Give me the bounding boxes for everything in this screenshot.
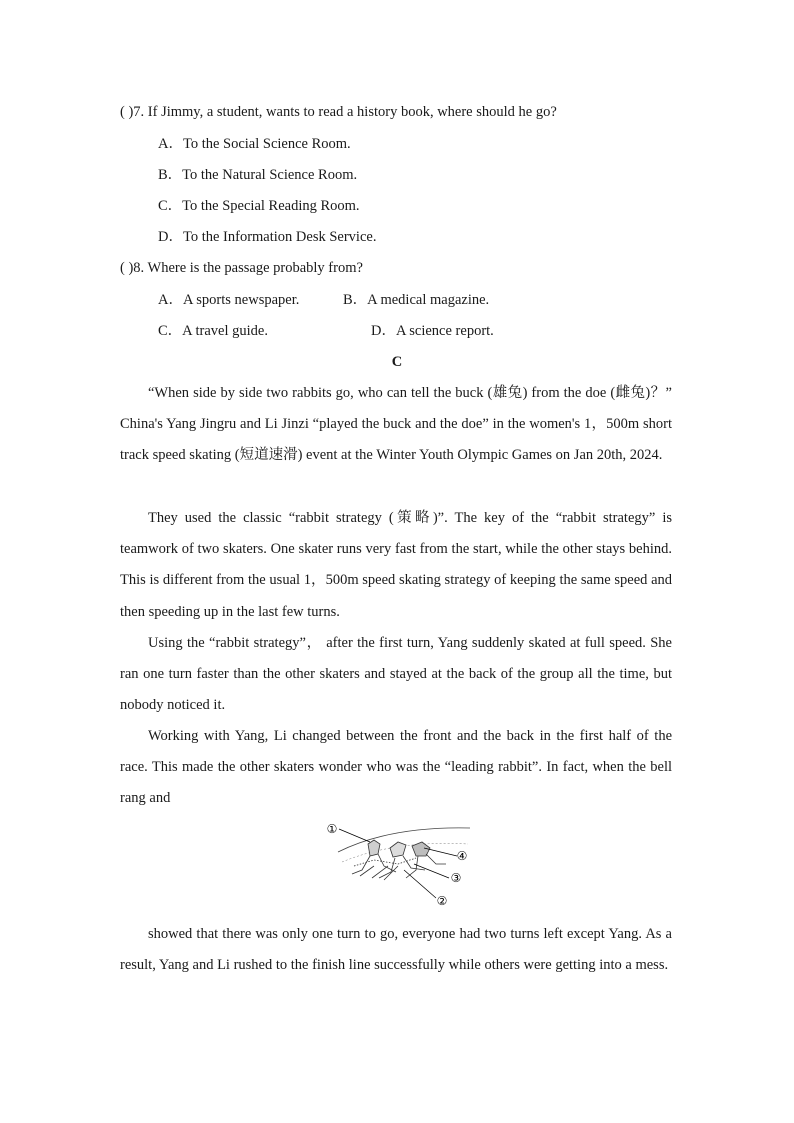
question-8-option-c[interactable]: C．A travel guide. [158,323,268,339]
passage-paragraph-5 [120,919,672,981]
question-7-option-c[interactable]: C．To the Special Reading Room. [158,198,360,214]
callout-label-4: ④ [456,849,468,863]
passage-paragraph-4 [120,721,672,815]
callout-label-3: ③ [450,871,462,885]
passage-paragraph-1 [120,378,672,472]
question-7-option-d[interactable]: D．To the Information Desk Service. [158,229,377,245]
callout-label-2: ② [436,894,448,908]
callout-label-1: ① [326,822,338,836]
question-7-option-b[interactable]: B．To the Natural Science Room. [158,167,358,183]
callout-line-4 [424,848,457,856]
section-heading: C [391,354,403,370]
passage-paragraph-3 [120,628,672,722]
question-8-option-a[interactable]: A．A sports newspaper. [158,292,300,308]
paragraph-text: showed that there was only one turn to go, everyone had two turns left except Yang. As a result, Yang and Li rushed to the finish line successfully while others were getting into a mess. [120,926,672,974]
paragraph-text: “When side by side two rabbits go, who can tell the buck (雄兔) from the doe (雌兔)？” China's Yang Jingru and Li Jinzi “played the buck and the doe” in the women's 1，500m short track speed skating (短道速滑) event at the Winter Youth Olympic Games on Jan 20th, 2024. [120,385,672,464]
paragraph-text: Using the “rabbit strategy”， after the first turn, Yang suddenly skated at full speed. She ran one turn faster than the other skaters and stayed at the back of the group all the time, but nobody noticed it. [120,635,672,714]
question-7-option-a[interactable]: A．To the Social Science Room. [158,136,351,152]
question-7-stem: ( )7. If Jimmy, a student, wants to read a history book, where should he go? [120,104,557,120]
skaters-illustration [320,818,480,910]
passage-paragraph-2 [120,503,672,628]
paragraph-text: They used the classic “rabbit strategy (策略)”. The key of the “rabbit strategy” is teamwork of two skaters. One skater runs very fast from the start, while the other stays behind. This is different from the usual 1，500m speed skating strategy of keeping the same speed and then speeding up in the last few turns. [120,510,672,620]
question-8-option-d[interactable]: D．A science report. [371,323,494,339]
question-8-stem: ( )8. Where is the passage probably from? [120,260,363,276]
callout-line-3 [414,864,449,878]
skater-group [352,840,446,880]
callout-line-1 [339,829,370,842]
paragraph-text: Working with Yang, Li changed between the front and the back in the first half of the race. This made the other skaters wonder who was the “leading rabbit”. In fact, when the bell rang and [120,728,672,807]
question-8-option-b[interactable]: B．A medical magazine. [343,292,490,308]
callout-line-2 [404,870,436,898]
